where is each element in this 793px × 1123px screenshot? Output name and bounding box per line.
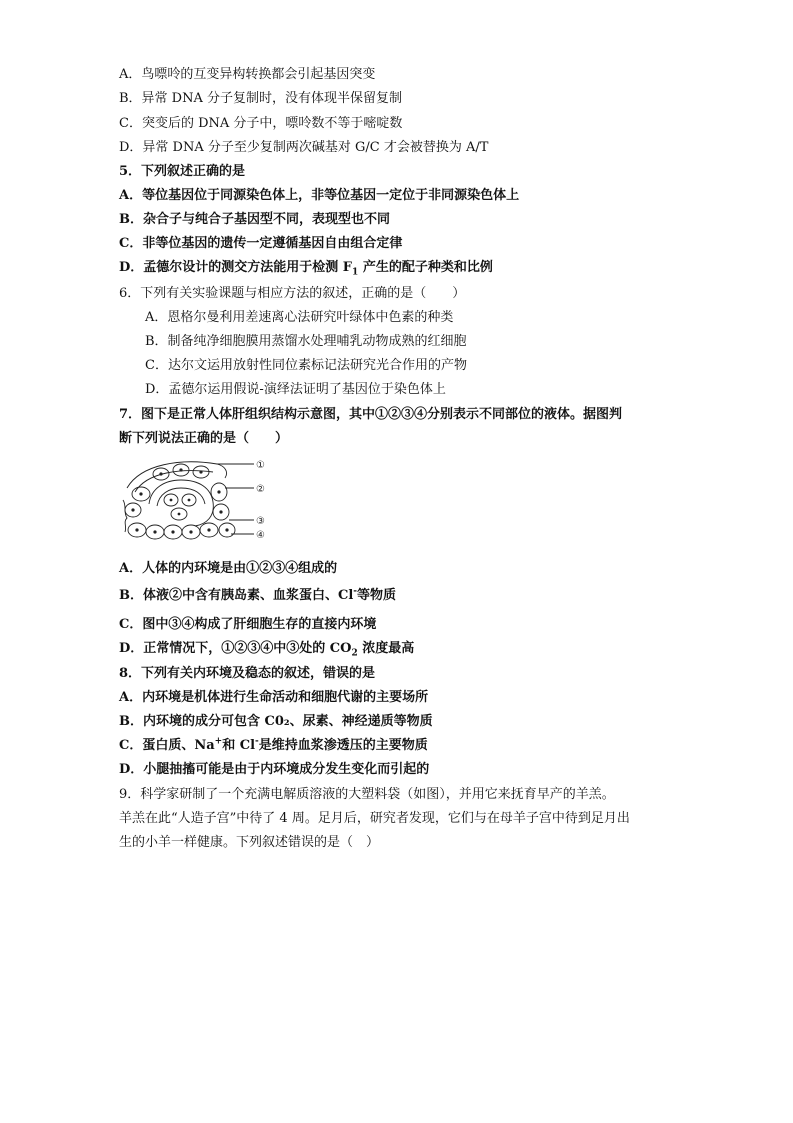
vessel-loop-inner bbox=[157, 488, 205, 506]
q9-stem-line1: 9．科学家研制了一个充满电解质溶液的大塑料袋（如图），并用它来抚育早产的羊羔。 bbox=[119, 787, 615, 802]
q4-option-d: D．异常 DNA 分子至少复制两次碱基对 G/C 才会被替换为 A/T bbox=[119, 140, 489, 155]
q5-option-c: C．非等位基因的遗传一定遵循基因自由组合定律 bbox=[119, 236, 403, 251]
q9-stem-line3: 生的小羊一样健康。下列叙述错误的是（ ） bbox=[119, 835, 380, 850]
q5-option-d bbox=[119, 259, 493, 277]
q7-option-b-text: B．体液②中含有胰岛素、血浆蛋白、Cl bbox=[119, 588, 354, 603]
q7-option-c: C．图中③④构成了肝细胞生存的直接内环境 bbox=[119, 617, 377, 632]
liver-tissue-figure bbox=[121, 458, 273, 542]
q7-option-b-superscript: - bbox=[353, 586, 358, 597]
figure-label-2: ② bbox=[256, 484, 265, 495]
q5-option-d-text-end: 产生的配子种类和比例 bbox=[358, 260, 493, 275]
q7-option-b bbox=[119, 587, 396, 605]
q5-option-d-text: D．孟德尔设计的测交方法能用于检测 F bbox=[119, 260, 353, 275]
figure-label-1: ① bbox=[256, 460, 265, 471]
q4-option-b: B．异常 DNA 分子复制时，没有体现半保留复制 bbox=[119, 91, 403, 106]
q7-option-d bbox=[119, 640, 414, 658]
q7-stem-line2: 断下列说法正确的是（ ） bbox=[119, 431, 289, 446]
q4-option-a: A．鸟嘌呤的互变异构转换都会引起基因突变 bbox=[119, 67, 376, 82]
q8-stem: 8．下列有关内环境及稳态的叙述，错误的是 bbox=[119, 666, 376, 681]
q4-option-c: C．突变后的 DNA 分子中，嘌呤数不等于嘧啶数 bbox=[119, 116, 403, 131]
q6-option-d: D．孟德尔运用假说-演绎法证明了基因位于染色体上 bbox=[145, 382, 446, 397]
q5-option-b: B．杂合子与纯合子基因型不同，表现型也不同 bbox=[119, 212, 390, 227]
q5-option-d-subscript: 1 bbox=[352, 267, 359, 278]
q6-option-b: B．制备纯净细胞膜用蒸馏水处理哺乳动物成熟的红细胞 bbox=[145, 334, 467, 349]
q7-option-d-text-end: 浓度最高 bbox=[357, 641, 415, 656]
q5-option-a: A．等位基因位于同源染色体上，非等位基因一定位于非同源染色体上 bbox=[119, 188, 520, 203]
figure-label-3: ③ bbox=[256, 516, 265, 527]
q8-option-d: D．小腿抽搐可能是由于内环境成分发生变化而引起的 bbox=[119, 762, 430, 777]
vessel-loop bbox=[149, 480, 213, 526]
q7-option-d-text: D．正常情况下，①②③④中③处的 CO bbox=[119, 641, 352, 656]
q6-option-a: A．恩格尔曼利用差速离心法研究叶绿体中色素的种类 bbox=[145, 310, 454, 325]
q8-option-c-text-mid: 和 Cl bbox=[222, 738, 256, 753]
q7-stem-line1: 7．图下是正常人体肝组织结构示意图，其中①②③④分别表示不同部位的液体。据图判 bbox=[119, 407, 623, 422]
q7-option-d-subscript: 2 bbox=[351, 648, 358, 659]
q8-option-c-text-end: 是维持血浆渗透压的主要物质 bbox=[258, 738, 428, 753]
q6-stem: 6．下列有关实验课题与相应方法的叙述，正确的是（ ） bbox=[119, 286, 466, 301]
q8-option-a: A．内环境是机体进行生命活动和细胞代谢的主要场所 bbox=[119, 690, 429, 705]
q8-option-c-superscript-2: - bbox=[255, 736, 259, 747]
q8-option-b: B．内环境的成分可包含 C0₂、尿素、神经递质等物质 bbox=[119, 714, 433, 729]
q9-stem-line2: 羊羔在此“人造子宫”中待了 4 周。足月后，研究者发现，它们与在母羊子宫中待到足月出 bbox=[119, 811, 630, 826]
q7-option-a: A．人体的内环境是由①②③④组成的 bbox=[119, 561, 338, 576]
figure-label-4: ④ bbox=[256, 530, 265, 541]
q8-option-c-superscript-1: + bbox=[214, 736, 223, 747]
q7-option-b-text-end: 等物质 bbox=[357, 588, 397, 603]
q5-stem: 5．下列叙述正确的是 bbox=[119, 164, 246, 179]
q8-option-c-text: C．蛋白质、Na bbox=[119, 738, 215, 753]
q6-option-c: C．达尔文运用放射性同位素标记法研究光合作用的产物 bbox=[145, 358, 467, 373]
q8-option-c bbox=[119, 737, 428, 755]
